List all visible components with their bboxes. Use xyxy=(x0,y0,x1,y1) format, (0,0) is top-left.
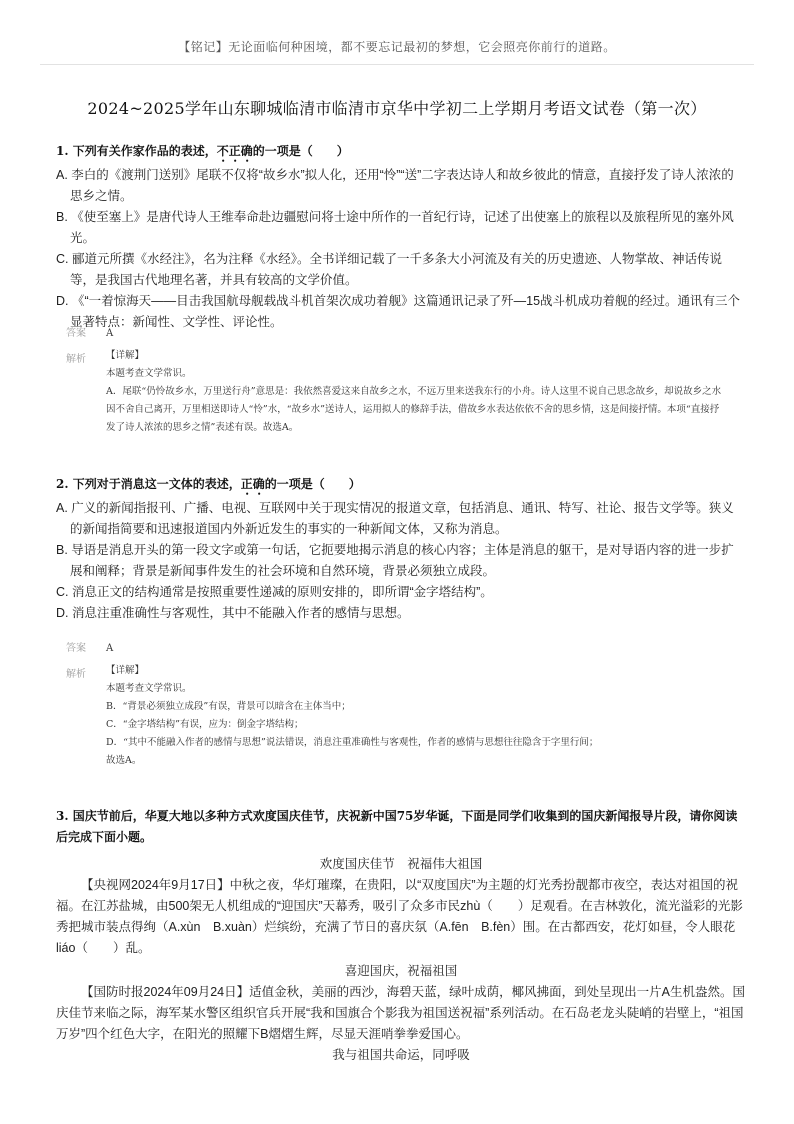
question-1-analysis-label-row xyxy=(66,350,106,365)
question-1-answer-row xyxy=(66,324,113,339)
question-1-option-d: D. 《“一着惊海天——目击我国航母舰载战斗机首架次成功着舰》这篇通讯记录了歼—15战斗机成功着舰的经过。通讯有三个显著特点：新闻性、文学性、评论性。 xyxy=(56,294,741,329)
question-1 xyxy=(56,141,746,333)
question-2-option-b: B. 导语是消息开头的第一段文字或第一句话，它扼要地揭示消息的核心内容；主体是消息的躯干，是对导语内容的进一步扩展和阐释；背景是新闻事件发生的社会环境和自然环境，背景必须独立成段。 xyxy=(56,543,734,578)
article-3-heading: 我与祖国共命运，同呼吸 xyxy=(332,1048,470,1062)
answer-label: 答案 xyxy=(66,643,86,654)
explanation-line: 本题考查文学常识。 xyxy=(106,368,192,379)
answer-label: 答案 xyxy=(66,328,86,339)
question-1-option-c: C. 郦道元所撰《水经注》，名为注释《水经》。全书详细记载了一千多条大小河流及有关的历史遗迹、人物掌故、神话传说等，是我国古代地理名著，并具有较高的文学价值。 xyxy=(56,252,722,287)
explanation-line: D．“其中不能融入作者的感情与思想”说法错误，消息注重准确性与客观性，作者的感情与思想往往隐含于字里行间； xyxy=(106,737,599,748)
question-2-stem xyxy=(56,474,746,498)
analysis-label: 解析 xyxy=(66,354,86,365)
article-1-heading: 欢度国庆佳节 祝福伟大祖国 xyxy=(319,857,483,871)
analysis-label: 解析 xyxy=(66,669,86,680)
question-1-option-a: A. 李白的《渡荆门送别》尾联不仅将“故乡水”拟人化，还用“怜”“送”二字表达诗人和故乡彼此的情意，直接抒发了诗人浓浓的思乡之情。 xyxy=(56,168,734,203)
article-2-paragraph: 【国防时报2024年09月24日】适值金秋，美丽的西沙，海碧天蓝，绿叶成荫，椰风拂面，到处呈现出一片A生机盎然。国庆佳节来临之际，海军某水警区组织官兵开展“我和国旗合个影我为祖国送祝福”系列活动。在石岛老龙头陡峭的岩壁上，“祖国万岁”四个红色大字，在阳光的照耀下B熠熠生辉，尽显天涯哨拳拳爱国心。 xyxy=(56,985,745,1041)
motto-banner: 【铭记】无论面临何种困境，都不要忘记最初的梦想，它会照亮你前行的道路。 xyxy=(178,40,616,54)
explanation-line: 本题考查文学常识。 xyxy=(106,683,192,694)
question-2-answer-row xyxy=(66,639,113,654)
header-divider xyxy=(40,64,754,65)
question-2-stem-emphasis: 正确 xyxy=(240,477,265,491)
question-1-answer: A xyxy=(106,328,114,339)
question-1-stem xyxy=(56,141,746,165)
question-2-analysis-label-row xyxy=(66,665,106,680)
article-1-paragraph: 【央视网2024年9月17日】中秋之夜，华灯璀璨，在贵阳，以“双度国庆”为主题的灯光秀扮靓都市夜空，表达对祖国的祝福。在江苏盐城，由500架无人机组成的“迎国庆”天幕秀，吸引了众多市民zhù（ ）足观看。在吉林敦化，流光溢彩的光影秀把城市装点得绚（A.xùn B.xuàn）烂缤纷，充满了节日的喜庆氛（A.fēn B.fèn）围。在古都西安，花灯如昼，令人眼花liáo（ ）乱。 xyxy=(56,878,743,955)
question-1-explanation xyxy=(106,347,726,437)
question-1-stem-tail: 的一项是（ ） xyxy=(252,144,349,158)
explanation-line: 故选A。 xyxy=(106,755,142,766)
question-1-option-b: B. 《使至塞上》是唐代诗人王维奉命赴边疆慰问将士途中所作的一首纪行诗，记述了出使塞上的旅程以及旅程所见的塞外风光。 xyxy=(56,210,734,245)
explanation-line: A．尾联“仍怜故乡水，万里送行舟”意思是：我依然喜爱这来自故乡之水，不远万里来送我东行的小舟。诗人这里不说自己思念故乡，却说故乡之水因不舍自己离开，万里相送即诗人“怜”水，“故乡水”送诗人，运用拟人的修辞手法，借故乡水表达依依不舍的思乡情，这是间接抒情。本项“直接抒发了诗人浓浓的思乡之情”表述有误。故选A。 xyxy=(106,386,722,433)
question-3 xyxy=(56,806,746,1066)
question-1-stem-text: 1. 下列有关作家作品的表述， xyxy=(56,144,217,158)
explanation-line: B．“背景必须独立成段”有误，背景可以暗含在主体当中； xyxy=(106,701,351,712)
question-2-explanation xyxy=(106,662,726,770)
question-2-answer: A xyxy=(106,643,114,654)
explanation-line: 【详解】 xyxy=(106,665,145,676)
explanation-line: 【详解】 xyxy=(106,350,145,361)
question-2-stem-text: 2. 下列对于消息这一文体的表述， xyxy=(56,477,241,491)
question-2-option-a: A. 广义的新闻指报刊、广播、电视、互联网中关于现实情况的报道文章，包括消息、通讯、特写、社论、报告文学等。狭义的新闻指简要和迅速报道国内外新近发生的事实的一种新闻文体，又称为消息。 xyxy=(56,501,734,536)
exam-title: 2024~2025学年山东聊城临清市临清市京华中学初二上学期月考语文试卷（第一次） xyxy=(87,99,707,118)
question-2-stem-tail: 的一项是（ ） xyxy=(264,477,361,491)
article-2-heading: 喜迎国庆，祝福祖国 xyxy=(344,964,458,978)
question-2-option-d: D. 消息注重准确性与客观性，其中不能融入作者的感情与思想。 xyxy=(56,606,410,620)
question-2-option-c: C. 消息正文的结构通常是按照重要性递减的原则安排的，即所谓“金字塔结构”。 xyxy=(56,585,493,599)
question-1-stem-emphasis: 不正确 xyxy=(216,144,253,158)
question-3-stem: 3. 国庆节前后，华夏大地以多种方式欢度国庆佳节，庆祝新中国75岁华诞，下面是同学们收集到的国庆新闻报导片段，请你阅读后完成下面小题。 xyxy=(56,809,738,844)
question-2 xyxy=(56,474,746,624)
explanation-line: C．“金字塔结构”有误，应为：倒金字塔结构； xyxy=(106,719,304,730)
